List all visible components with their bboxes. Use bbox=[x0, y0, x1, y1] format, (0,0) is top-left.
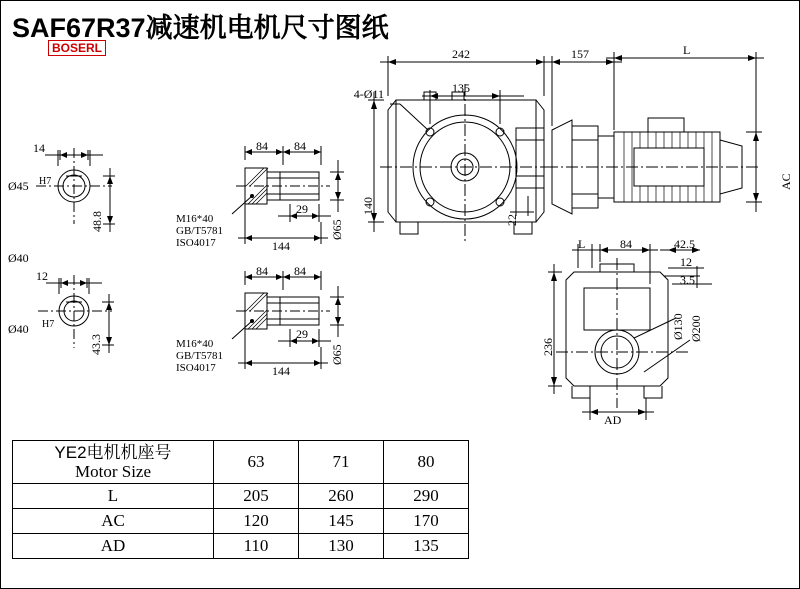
dim-84-b-upper: 84 bbox=[294, 139, 306, 153]
dim-43-3: 43.3 bbox=[89, 334, 103, 355]
note-bolt-upper: M16*40 bbox=[176, 213, 214, 225]
table-cell-AD-63: 110 bbox=[214, 534, 299, 559]
dim-L-section: L bbox=[578, 237, 586, 251]
page-title: SAF67R37减速机电机尺寸图纸 bbox=[12, 13, 389, 43]
dim-144-lower: 144 bbox=[272, 364, 290, 378]
dim-140: 140 bbox=[361, 197, 375, 215]
table-row bbox=[13, 484, 469, 509]
table-header-label bbox=[13, 441, 214, 484]
dim-84-a-upper: 84 bbox=[256, 139, 268, 153]
table-row-label-AC: AC bbox=[13, 509, 214, 534]
dim-84-b-lower: 84 bbox=[294, 264, 306, 278]
brand-logo: BOSERL bbox=[48, 40, 106, 56]
dim-d45-tol: H7 bbox=[39, 176, 52, 187]
dim-157: 157 bbox=[571, 47, 589, 61]
table-cell-L-80: 290 bbox=[384, 484, 469, 509]
dim-4-o11: 4-Ø11 bbox=[353, 87, 384, 101]
table-cell-AC-80: 170 bbox=[384, 509, 469, 534]
note-iso-lower: ISO4017 bbox=[176, 362, 216, 374]
table-cell-AD-80: 135 bbox=[384, 534, 469, 559]
dim-AC: AC bbox=[779, 173, 793, 190]
dim-AD: AD bbox=[604, 413, 622, 427]
dim-84-section: 84 bbox=[620, 237, 632, 251]
dim-14: 14 bbox=[33, 141, 45, 155]
motor-size-table bbox=[12, 440, 469, 559]
dim-29-upper: 29 bbox=[296, 202, 308, 216]
dim-135: 135 bbox=[452, 81, 470, 95]
dim-48-8: 48.8 bbox=[90, 211, 104, 232]
hollow-shaft-view-upper bbox=[232, 146, 344, 244]
table-row bbox=[13, 509, 469, 534]
dim-29-lower: 29 bbox=[296, 327, 308, 341]
table-header-size-0: 63 bbox=[214, 441, 299, 484]
note-bolt-lower: M16*40 bbox=[176, 338, 214, 350]
table-cell-AC-63: 120 bbox=[214, 509, 299, 534]
dim-d65-upper: Ø65 bbox=[330, 219, 344, 240]
note-gb-lower: GB/T5781 bbox=[176, 350, 224, 362]
dim-144-upper: 144 bbox=[272, 239, 290, 253]
table-row-label-AD: AD bbox=[13, 534, 214, 559]
dim-84-a-lower: 84 bbox=[256, 264, 268, 278]
motor-side-view bbox=[544, 52, 764, 214]
table-row-header bbox=[13, 441, 469, 484]
table-cell-L-71: 260 bbox=[299, 484, 384, 509]
table-cell-AC-71: 145 bbox=[299, 509, 384, 534]
dim-d40-tol: H7 bbox=[42, 319, 55, 330]
table-row-label-L: L bbox=[13, 484, 214, 509]
note-iso-upper: ISO4017 bbox=[176, 237, 216, 249]
note-gb-upper: GB/T5781 bbox=[176, 225, 224, 237]
dim-242: 242 bbox=[452, 47, 470, 61]
table-header-size-2: 80 bbox=[384, 441, 469, 484]
dim-d40: Ø40 bbox=[8, 322, 29, 336]
dim-L-motor: L bbox=[683, 43, 691, 57]
table-header-size-1: 71 bbox=[299, 441, 384, 484]
gearbox-section-view bbox=[548, 244, 712, 420]
dim-d130: Ø130 bbox=[671, 313, 685, 340]
table-header-label-en: Motor Size bbox=[74, 462, 152, 481]
dim-3-5: 3.5 bbox=[680, 273, 695, 287]
table-row bbox=[13, 534, 469, 559]
dim-d45: Ø45 bbox=[8, 179, 29, 193]
table-cell-L-63: 205 bbox=[214, 484, 299, 509]
table-header-label-cn: YE2电机机座号 bbox=[54, 443, 172, 462]
table-cell-AD-71: 130 bbox=[299, 534, 384, 559]
dim-236: 236 bbox=[541, 338, 555, 356]
dim-12-section: 12 bbox=[680, 255, 692, 269]
dim-42-5: 42.5 bbox=[674, 237, 695, 251]
dim-12: 12 bbox=[36, 269, 48, 283]
dim-22: 22 bbox=[505, 214, 519, 226]
hollow-shaft-view-lower bbox=[232, 271, 344, 369]
dim-d40-label: Ø40 bbox=[8, 251, 29, 265]
dim-d65-lower: Ø65 bbox=[330, 344, 344, 365]
dim-d200: Ø200 bbox=[689, 315, 703, 342]
